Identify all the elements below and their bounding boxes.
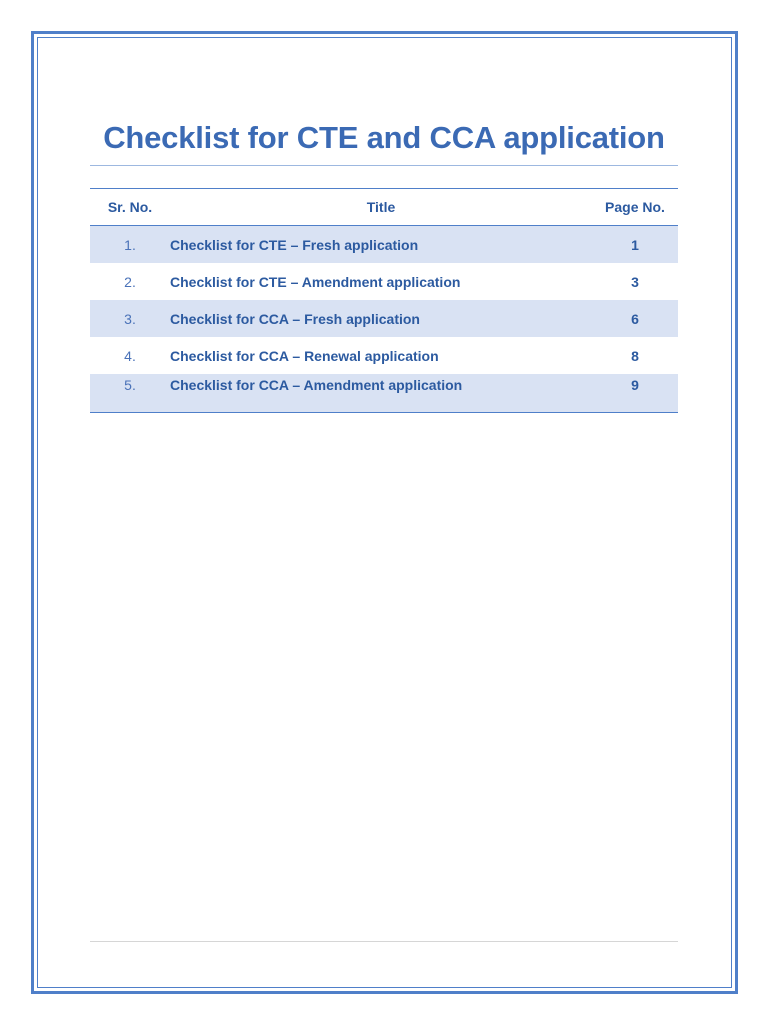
table-row[interactable]: [90, 374, 678, 412]
contents-table: [90, 188, 678, 413]
header-page-no: Page No.: [605, 199, 665, 215]
row-sr-no: 4.: [124, 347, 136, 364]
page-title: Checklist for CTE and CCA application: [103, 120, 665, 155]
row-page-no: 3: [631, 273, 639, 290]
row-title-link[interactable]: Checklist for CTE – Amendment application: [170, 273, 461, 290]
row-sr-no: 2.: [124, 273, 136, 290]
row-sr-no: 1.: [124, 236, 136, 253]
row-title-link[interactable]: Checklist for CCA – Amendment application: [170, 377, 463, 393]
row-page-no: 9: [631, 377, 639, 393]
row-title-link[interactable]: Checklist for CCA – Renewal application: [170, 347, 439, 364]
table-header-row: [90, 189, 678, 226]
row-title-link[interactable]: Checklist for CCA – Fresh application: [170, 310, 420, 327]
row-page-no: 6: [631, 310, 639, 327]
footer-divider: [90, 941, 678, 942]
row-sr-no: 5.: [124, 377, 136, 393]
page-border-inner: [37, 37, 732, 988]
header-sr-no: Sr. No.: [107, 199, 153, 215]
row-sr-no: 3.: [124, 310, 136, 327]
title-divider: [90, 165, 678, 166]
table-row[interactable]: [90, 300, 678, 337]
table-row[interactable]: [90, 226, 678, 264]
table-row[interactable]: [90, 263, 678, 300]
row-page-no: 8: [631, 347, 639, 364]
row-page-no: 1: [631, 236, 639, 253]
table-row[interactable]: [90, 337, 678, 374]
row-title-link[interactable]: Checklist for CTE – Fresh application: [170, 236, 419, 253]
header-title: Title: [366, 199, 396, 215]
